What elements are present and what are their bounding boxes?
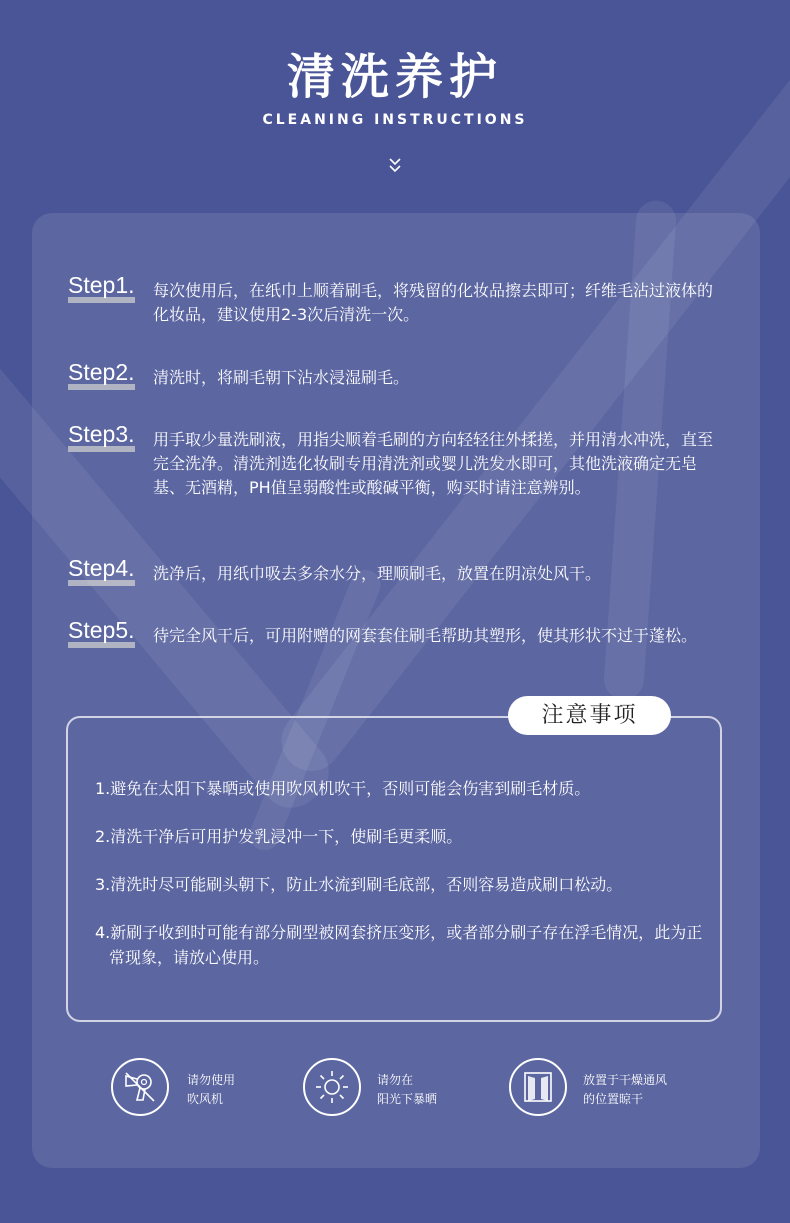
step-text: 洗净后，用纸巾吸去多余水分，理顺刷毛，放置在阴凉处风干。 — [153, 564, 602, 583]
open-window-icon — [520, 1069, 556, 1105]
step-label: Step1. — [68, 272, 135, 298]
step-text: 用手取少量洗刷液，用指尖顺着毛刷的方向轻轻往外揉搓，并用清水冲洗，直至完全洗净。清洗剂选化妆刷专用清洗剂或婴儿洗发水即可，其他洗液确定无皂基、无酒精，PH值呈弱酸性或酸碱平衡，购买时请注意辨别。 — [153, 430, 714, 497]
step-text: 待完全风干后，可用附赠的网套套住刷毛帮助其塑形，使其形状不过于蓬松。 — [153, 626, 698, 645]
notice-item: 2.清洗干净后可用护发乳浸冲一下，使刷毛更柔顺。 — [95, 827, 463, 846]
icon-caption-line2: 吹风机 — [187, 1092, 224, 1106]
icon-caption-line1: 请勿在 — [377, 1073, 414, 1087]
hair-dryer-icon — [122, 1069, 158, 1105]
notice-box — [66, 716, 722, 1022]
icon-caption-line1: 放置于干燥通风 — [583, 1073, 668, 1087]
notice-item — [95, 920, 705, 970]
page-subtitle: CLEANING INSTRUCTIONS — [262, 112, 528, 128]
notice-item-text: 4.新刷子收到时可能有部分刷型被网套挤压变形，或者部分刷子存在浮毛情况，此为正常现象，请放心使用。 — [95, 923, 703, 967]
step-text: 每次使用后，在纸巾上顺着刷毛，将残留的化妆品擦去即可；纤维毛沾过液体的化妆品，建议使用2-3次后清洗一次。 — [153, 281, 714, 324]
icon-caption-line1: 请勿使用 — [187, 1073, 236, 1087]
step-label: Step3. — [68, 421, 135, 447]
page-header — [0, 0, 790, 200]
page-title: 清洗养护 — [286, 49, 503, 105]
notice-item: 3.清洗时尽可能刷头朝下，防止水流到刷毛底部，否则容易造成刷口松动。 — [95, 875, 623, 894]
step-label: Step5. — [68, 617, 135, 643]
icon-caption-line2: 的位置晾干 — [583, 1092, 644, 1106]
step-text: 清洗时，将刷毛朝下沾水浸湿刷毛。 — [153, 368, 410, 387]
icon-caption-line2: 阳光下暴晒 — [377, 1092, 438, 1106]
notice-tag: 注意事项 — [508, 696, 671, 735]
sun-icon — [314, 1069, 350, 1105]
instructions-card — [32, 213, 760, 1168]
warning-no-hair-dryer — [111, 1058, 281, 1118]
warning-no-sun — [303, 1058, 473, 1118]
notice-item: 1.避免在太阳下暴晒或使用吹风机吹干，否则可能会伤害到刷毛材质。 — [95, 779, 591, 798]
step-label: Step2. — [68, 359, 135, 385]
tip-ventilated-drying — [509, 1058, 709, 1118]
step-label: Step4. — [68, 555, 135, 581]
double-chevron-down-icon — [385, 156, 405, 176]
